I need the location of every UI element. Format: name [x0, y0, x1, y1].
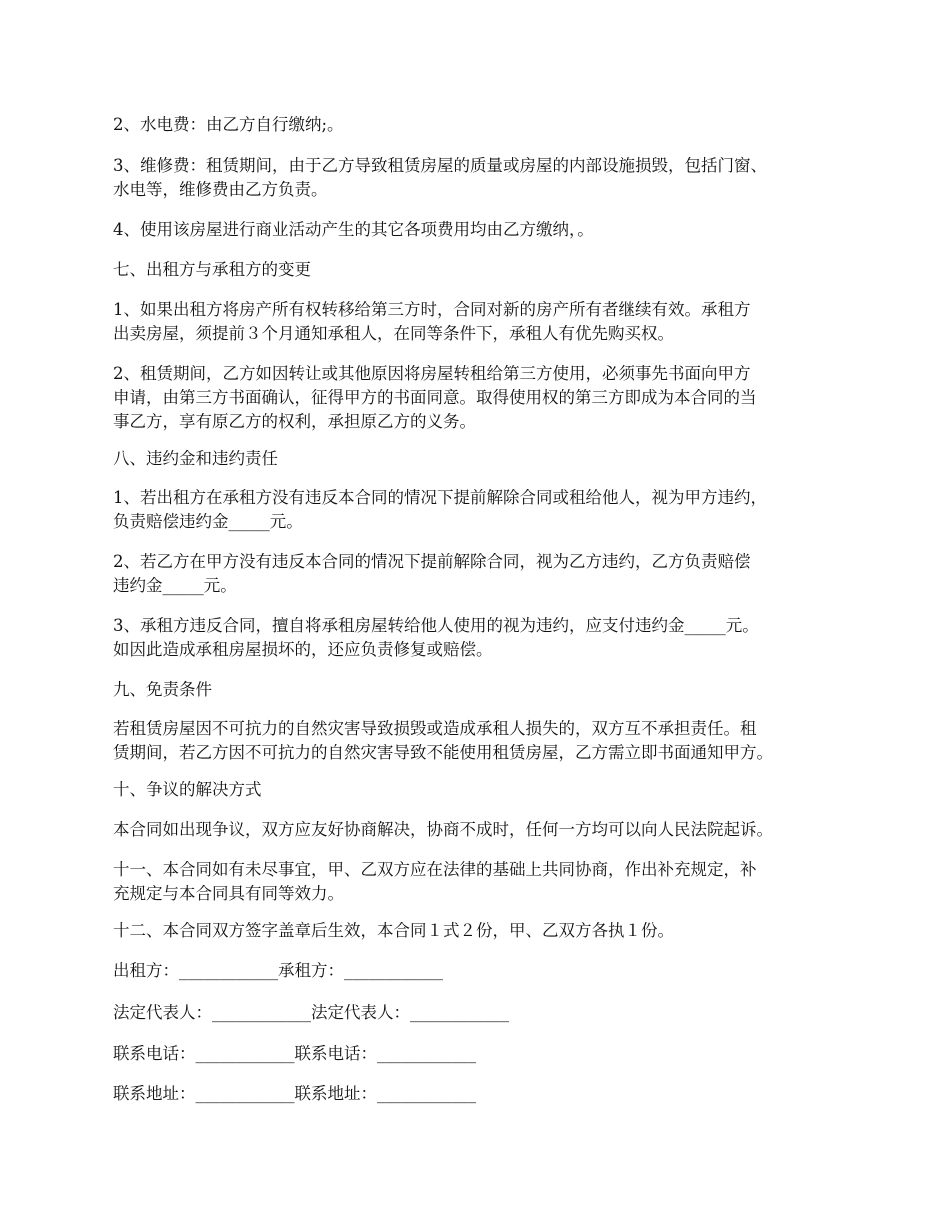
paragraph-lessor-breach: 1、若出租方在承租方没有违反本合同的情况下提前解除合同或租给他人，视为甲方违约， 负责赔偿违约金_____元。: [113, 488, 767, 531]
paragraph-dispute-resolution: 本合同如出现争议，双方应友好协商解决，协商不成时，任何一方均可以向人民法院起诉。: [113, 820, 773, 839]
paragraph-repair-fees: 3、维修费：租赁期间，由于乙方导致租赁房屋的质量或房屋的内部设施损毁，包括门窗、 水电等，维修费由乙方负责。: [113, 156, 767, 199]
section-heading-10: 十、争议的解决方式: [113, 780, 262, 799]
paragraph-commercial-fees: 4、使用该房屋进行商业活动产生的其它各项费用均由乙方缴纳，。: [113, 220, 594, 239]
section-heading-9: 九、免责条件: [113, 680, 212, 699]
section-heading-7: 七、出租方与承租方的变更: [113, 260, 311, 279]
signature-line-phone: 联系电话：____________联系电话：____________: [113, 1044, 476, 1063]
signature-line-address: 联系地址：____________联系地址：____________: [113, 1084, 476, 1103]
paragraph-unauthorized-transfer: 3、承租方违反合同，擅自将承租房屋转给他人使用的视为违约，应支付违约金_____元。 如因此造成承租房屋损坏的，还应负责修复或赔偿。: [113, 616, 759, 659]
paragraph-ownership-transfer: 1、如果出租方将房产所有权转移给第三方时，合同对新的房产所有者继续有效。承租方 出卖房屋，须提前３个月通知承租人，在同等条件下，承租人有优先购买权。: [113, 300, 751, 343]
paragraph-sublease: 2、租赁期间，乙方如因转让或其他原因将房屋转租给第三方使用，必须事先书面向甲方 申请，由第三方书面确认，征得甲方的书面同意。取得使用权的第三方即成为本合同的当 事乙方，享有原乙方的权利，承担原乙方的义务。: [113, 364, 757, 431]
paragraph-lessee-breach: 2、若乙方在甲方没有违反本合同的情况下提前解除合同，视为乙方违约，乙方负责赔偿 违约金_____元。: [113, 552, 751, 595]
paragraph-supplementary: 十一、本合同如有未尽事宜，甲、乙双方应在法律的基础上共同协商，作出补充规定，补 充规定与本合同具有同等效力。: [113, 860, 757, 903]
signature-line-representatives: 法定代表人：____________法定代表人：____________: [113, 1003, 509, 1022]
section-heading-8: 八、违约金和违约责任: [113, 449, 278, 468]
paragraph-utility-fees: 2、水电费：由乙方自行缴纳;。: [113, 115, 344, 134]
signature-line-parties: 出租方：____________承租方：____________: [113, 961, 443, 980]
paragraph-effectiveness: 十二、本合同双方签字盖章后生效，本合同１式２份，甲、乙双方各执１份。: [113, 921, 674, 940]
paragraph-force-majeure: 若租赁房屋因不可抗力的自然灾害导致损毁或造成承租人损失的，双方互不承担责任。租 赁期间，若乙方因不可抗力的自然灾害导致不能使用租赁房屋，乙方需立即书面通知甲方。: [113, 719, 773, 762]
